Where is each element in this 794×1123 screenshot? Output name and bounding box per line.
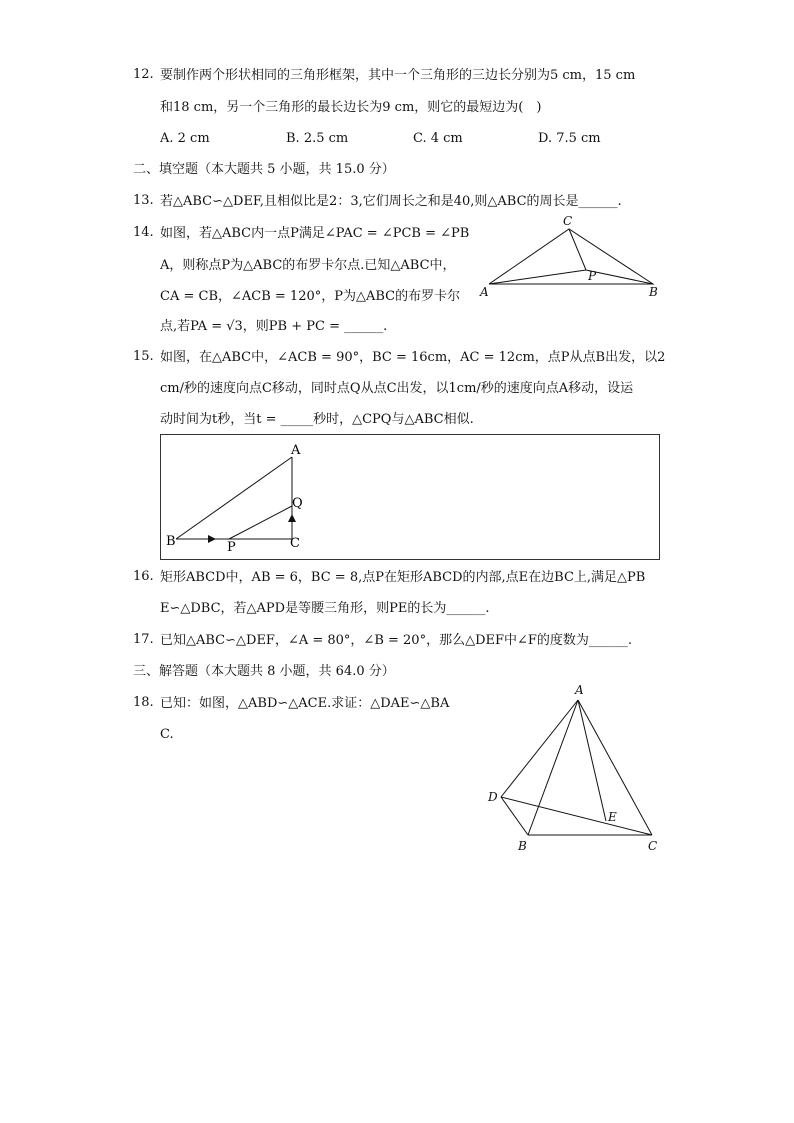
q15-segment-ab — [176, 457, 292, 539]
q14-triangle-figure — [478, 212, 668, 302]
q12-number: 12. — [133, 67, 154, 82]
q12-option-c: C. 4 cm — [413, 131, 463, 146]
q15-stem-line1: 如图，在△ABC中，∠ACB = 90°，BC = 16cm，AC = 12cm，点P从点B出发，以2 — [160, 350, 666, 365]
q14-number: 14. — [133, 225, 154, 240]
q15-triangle-figure — [161, 435, 659, 559]
q18-number: 18. — [133, 695, 154, 710]
q15-arrow-p-icon — [208, 535, 216, 543]
q18-stem-line1: 已知：如图，△ABD∽△ACE.求证：△DAE∽△BA — [160, 696, 450, 711]
q15-label-b: B — [166, 534, 176, 549]
q17-stem: 已知△ABC∽△DEF，∠A = 80°，∠B = 20°，那么△DEF中∠F的度数为______. — [160, 633, 633, 648]
q14-stem-line1: 如图，若△ABC内一点P满足∠PAC = ∠PCB = ∠PB — [160, 226, 470, 241]
q16-number: 16. — [133, 569, 154, 584]
q12-stem-line1: 要制作两个形状相同的三角形框架，其中一个三角形的三边长分别为5 cm，15 cm — [160, 68, 636, 83]
q15-label-q: Q — [292, 496, 303, 511]
q14-stem-line2: A，则称点P为△ABC的布罗卡尔点.已知△ABC中， — [160, 258, 456, 273]
q13-stem: 若△ABC∽△DEF,且相似比是2：3,它们周长之和是40,则△ABC的周长是______. — [160, 194, 622, 209]
q13-number: 13. — [133, 193, 154, 208]
q14-label-p: P — [588, 269, 597, 283]
q18-segment-ae — [578, 700, 606, 821]
q14-triangle-abc — [489, 229, 653, 284]
section-solution-heading: 三、解答题（本大题共 8 小题，共 64.0 分） — [133, 664, 395, 679]
q14-stem-line3: CA = CB，∠ACB = 120°，P为△ABC的布罗卡尔 — [160, 289, 461, 304]
q15-label-a: A — [291, 443, 301, 458]
q16-stem-line1: 矩形ABCD中，AB = 6，BC = 8,点P在矩形ABCD的内部,点E在边BC上,满足△PB — [160, 570, 646, 585]
q15-label-c: C — [290, 536, 300, 551]
q18-label-c: C — [648, 839, 658, 853]
q14-stem-line4: 点,若PA = √3，则PB + PC = ______. — [160, 319, 388, 334]
q14-label-a: A — [480, 285, 489, 299]
q18-segment-ad — [501, 700, 578, 797]
section-fill-in-heading: 二、填空题（本大题共 5 小题，共 15.0 分） — [133, 162, 395, 177]
q15-arrow-q-icon — [288, 514, 296, 522]
q14-segment-pa — [489, 270, 586, 284]
q14-label-b: B — [649, 285, 658, 299]
q18-label-d: D — [488, 790, 498, 804]
q18-label-b: B — [518, 839, 527, 853]
q15-stem-line3: 动时间为t秒，当t = _____秒时，△CPQ与△ABC相似. — [160, 412, 474, 427]
q15-number: 15. — [133, 349, 154, 364]
q15-stem-line2: cm/秒的速度向点C移动，同时点Q从点C出发，以1cm/秒的速度向点A移动，设运 — [160, 381, 634, 396]
q15-label-p: P — [227, 540, 236, 555]
q12-option-d: D. 7.5 cm — [538, 131, 601, 146]
q15-figure-frame — [160, 434, 660, 560]
q18-label-e: E — [608, 810, 617, 824]
q18-triangle-figure — [482, 680, 672, 860]
q12-option-a: A. 2 cm — [160, 131, 210, 146]
q18-label-a: A — [575, 683, 584, 697]
q12-stem-line2: 和18 cm，另一个三角形的最长边长为9 cm，则它的最短边为( ) — [160, 100, 542, 115]
q15-segment-pq — [229, 506, 292, 539]
q14-label-c: C — [563, 214, 573, 228]
q17-number: 17. — [133, 632, 154, 647]
q16-stem-line2: E∽△DBC，若△APD是等腰三角形，则PE的长为______. — [160, 601, 490, 616]
q18-stem-line2: C. — [160, 727, 174, 742]
q12-option-b: B. 2.5 cm — [286, 131, 349, 146]
